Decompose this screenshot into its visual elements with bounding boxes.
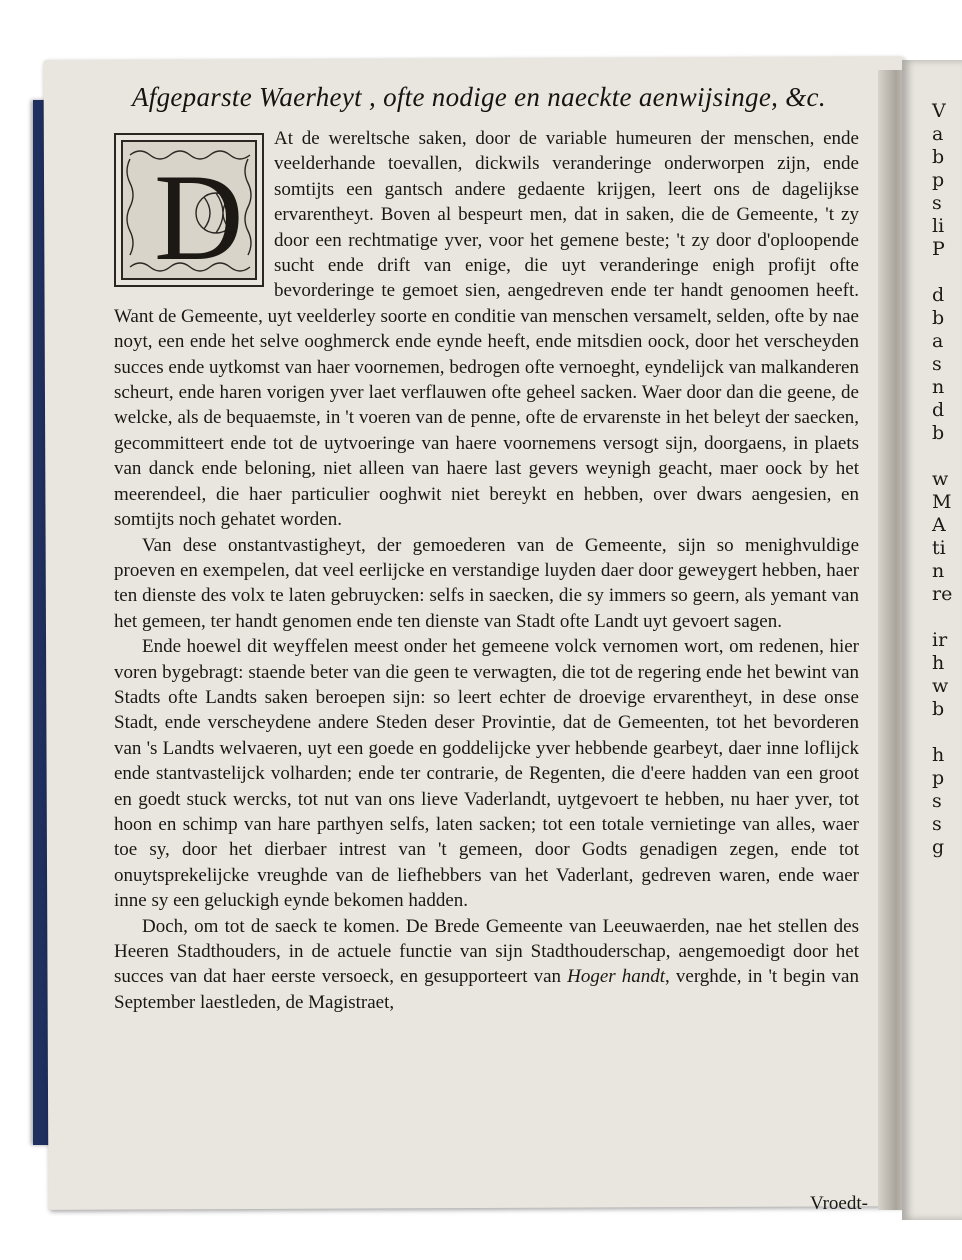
facing-page-fragment: s [932, 813, 942, 835]
facing-page [902, 60, 962, 1220]
facing-page-fragment: w [932, 468, 949, 490]
facing-page-fragment [932, 606, 962, 629]
facing-page-fragment: p [932, 767, 945, 789]
facing-page-fragment: A [932, 514, 946, 536]
facing-page-fragment: P [932, 238, 945, 260]
paragraph-2: Van dese onstantvastigheyt, der gemoederen van de Gemeente, sijn so menighvuldige proeven en exempelen, dat veel eerlijcke en verstandige luyden daer door geweygert hebben, haer ten dienste des volx te laten gebruycken: selfs in saecken, die sy immers so geern, als yemant van het gemeen, ter handt genomen ende ten dienste van Stadt ofte Landt uyt gevoert sagen. [114, 534, 859, 632]
drop-cap-letter: D [154, 149, 244, 286]
facing-page-fragment: a [932, 330, 944, 352]
facing-page-fragment: ir [932, 629, 948, 651]
facing-page-fragment [932, 721, 962, 744]
facing-page-fragment [932, 261, 962, 284]
facing-page-fragment: V [932, 100, 946, 122]
facing-page-fragment: p [932, 169, 945, 191]
facing-page-fragment: h [932, 652, 945, 674]
facing-page-fragment: b [932, 698, 945, 720]
italic-phrase: Hoger handt [567, 966, 666, 988]
facing-page-fragment: s [932, 790, 942, 812]
facing-page-fragment: li [932, 215, 945, 237]
ornamental-drop-cap [114, 133, 264, 287]
facing-page-fragment: b [932, 307, 945, 329]
paragraph-4-tail: , verghde, in 't begin van September laestleden, de Magistraet, [114, 966, 859, 1013]
facing-page-fragment: M [932, 491, 952, 513]
facing-page-fragment: ti [932, 537, 946, 559]
facing-page-fragment: a [932, 123, 944, 145]
facing-page-fragment: g [932, 836, 945, 858]
facing-page-fragment: d [932, 399, 945, 421]
facing-page-fragment: h [932, 744, 945, 766]
paragraph-1: At de wereltsche saken, door de variable humeuren der menschen, ende veelderhande toevallen, dickwils veranderinge onderworpen zijn, ende somtijts een gantsch andere gedaente krijgen, leert ons de dagelijkse ervarentheyt. Boven al bespeurt men, dat in saken, die de Gemeente, 't zy door een rechtmatige yver, voor het gemene beste; 't zy door d'oploopende sucht ende drift van enige, die uyt veranderinge enigh profijt ofte bevorderinge te gemoet sien, aengedreven ende ter handt genoomen heeft. Want de Gemeente, uyt veelderley soorte en conditie van menschen versamelt, selden, ofte by nae noyt, een ende het selve ooghmerck ende eynde heeft, ende mitsdien oock, door het verscheyden succes ende uytkomst van haer voornemen, bedrogen ofte vernoeght, eyndelijck van malkanderen scheurt, ende haren vorigen yver laet verflauwen ofte geheel sacken. Waer door dan die geene, de welcke, als de bequaemste, in 't voeren van de penne, ofte de ervarenste in het beleyt der saecken, gecommitteert ende tot de uytvoeringe van haere voornemens versogt sijn, doorgaens, in plaets van danck ende beloning, niet alleen van haere last gevers weynigh geacht, maer oock by het meerendeel, die haer particulier ooghwit niet bereykt en hebben, over dwars aengesien, en somtijts noch gehatet worden. [114, 128, 859, 531]
facing-page-fragment: b [932, 422, 945, 444]
drop-cap-ornament-icon [116, 135, 262, 285]
facing-page-fragment: s [932, 192, 942, 214]
running-head: Afgeparste Waerheyt , ofte nodige en naeckte aenwijsinge, &c. [132, 82, 826, 112]
paragraph-4 [114, 914, 859, 1016]
facing-page-text [902, 60, 962, 859]
paragraph-3: Ende hoewel dit weyffelen meest onder het gemeene volck vernomen wort, om redenen, hier voren bygebragt: staende beter van die geen te verwagten, die tot de regering ende het bewint van Stadts ofte Landts saken beroepen sijn: so leert echter de droevige ervarentheyt, in dese onse Stadt, ende verscheydene andere Steden deser Provintie, dat de Gemeenten, tot het bevorderen van 's Landts welvaeren, uyt een goede en goddelijcke yver hebbende gearbeyt, daer inne loflijck ende stantvastelijck volharden; ende ter contrarie, de Regenten, die d'eere hadden van een groot en goedt stuck wercks, tot nut van ons lieve Vaderlandt, uytgevoert te hebben, nu haer yver, tot hoon en schimp van hare parthyen selfs, laten sacken; tot een totale vernietinge van alles, waer toe sy, door het dierbaer intrest van 't gemeen, door Godts genadigen zegen, ende tot onuytsprekelijcke vreughde van de liefhebbers van het Vaderlant, gedreven waren, ende waer inne sy een geluckigh eynde bekomen hadden. [114, 636, 859, 912]
facing-page-fragment: s [932, 353, 942, 375]
facing-page-fragment [932, 445, 962, 468]
facing-page-fragment: n [932, 560, 945, 582]
facing-page-fragment: w [932, 675, 949, 697]
facing-page-fragment: b [932, 146, 945, 168]
catchword: Vroedt- [810, 1193, 868, 1214]
facing-page-fragment: re [932, 583, 953, 605]
body-text [114, 126, 859, 1015]
paragraph-4-text: Doch, om tot de saeck te komen. De Brede Gemeente van Leeuwaerden, nae het stellen des Heeren Stadthouders, in de actuele functie van sijn Stadthouderschap, aengemoedigt door het succes van dat haer eerste versoeck, en gesupporteert van [114, 915, 859, 988]
facing-page-fragment: d [932, 284, 945, 306]
facing-page-fragment: n [932, 376, 945, 398]
